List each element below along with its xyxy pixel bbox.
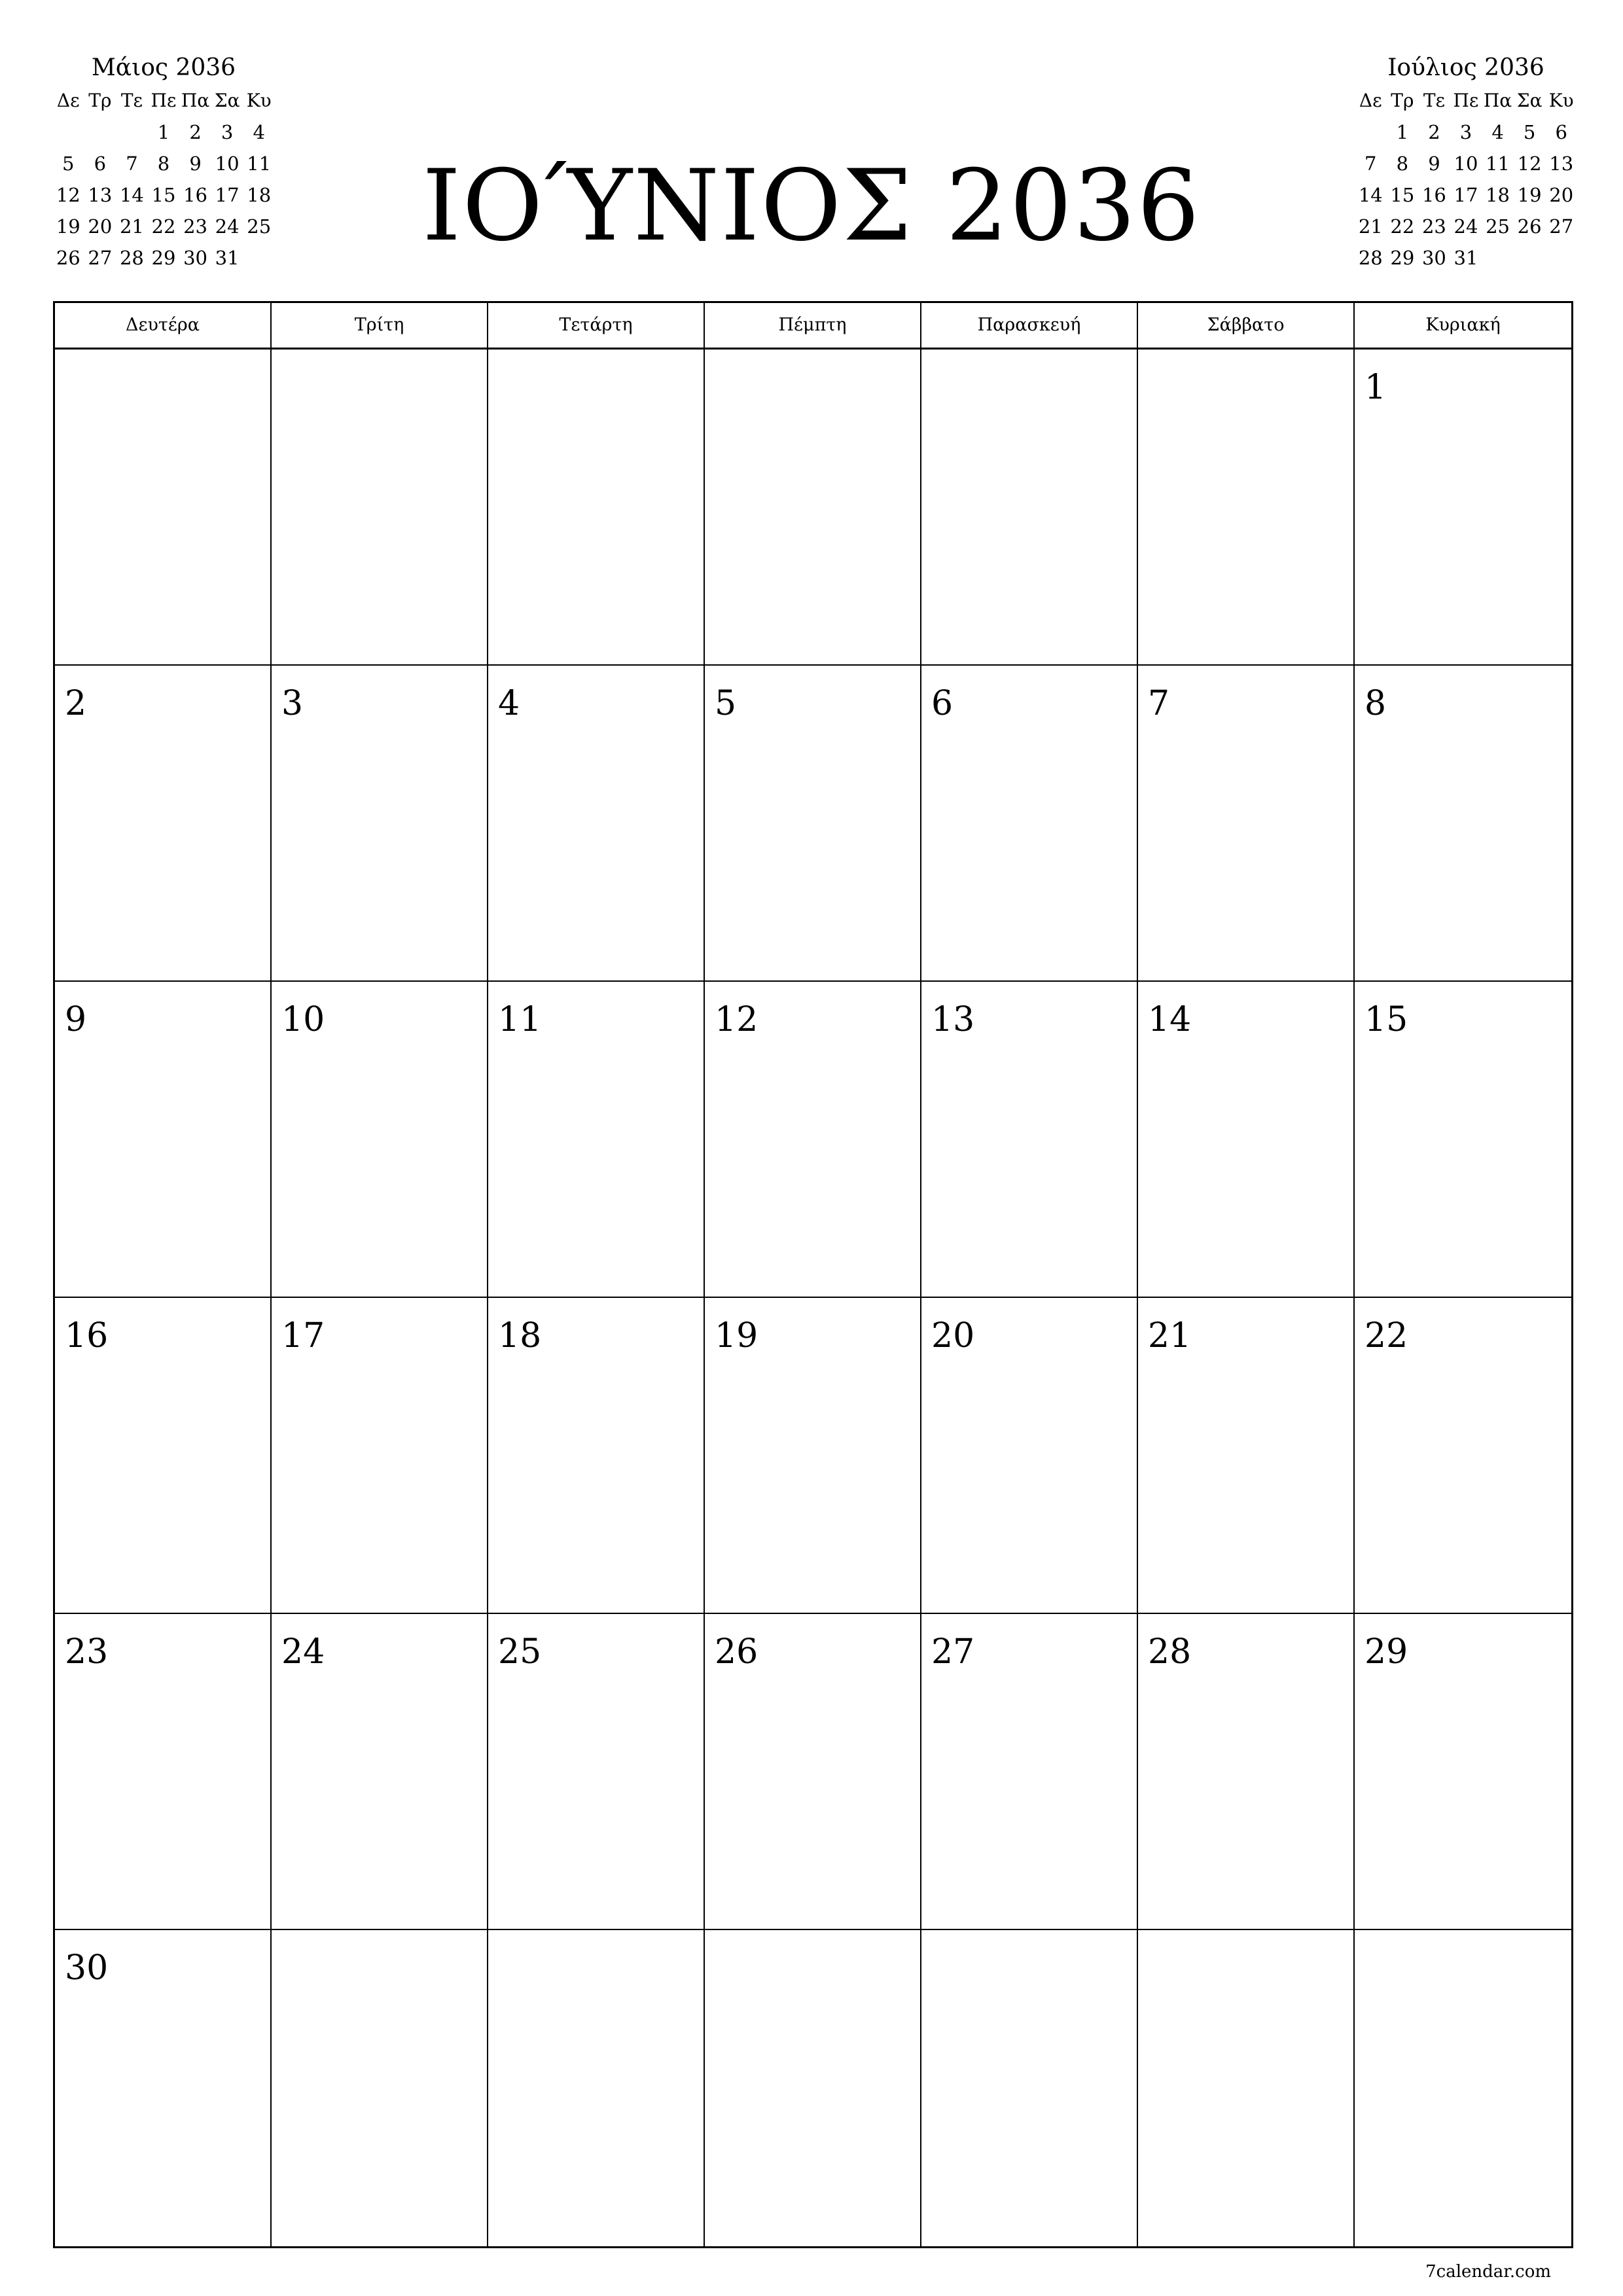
day-cell: [55, 1930, 272, 2246]
day-cell: [488, 982, 705, 1298]
day-number: 14: [1148, 1000, 1192, 1039]
mini-day: 17: [215, 184, 240, 206]
mini-day: 31: [1454, 247, 1478, 269]
mini-day: 6: [94, 152, 107, 175]
day-number: 7: [1148, 684, 1170, 723]
footer-site-name: 7calendar.com: [1425, 2262, 1551, 2282]
mini-day: 26: [1517, 215, 1542, 238]
day-number: 18: [498, 1316, 542, 1355]
day-cell: [705, 350, 921, 666]
day-cell: [488, 666, 705, 982]
mini-weekday-label: Σα: [214, 90, 240, 111]
day-cell: [55, 1298, 272, 1614]
mini-day: 9: [1428, 152, 1440, 175]
day-cell: [55, 350, 272, 666]
day-number: 6: [931, 684, 954, 723]
mini-day: 3: [221, 121, 234, 143]
mini-day: 26: [56, 247, 80, 269]
day-cell: [1355, 350, 1571, 666]
day-number: 19: [715, 1316, 758, 1355]
day-cell: [921, 982, 1138, 1298]
mini-day: 23: [183, 215, 208, 238]
mini-day: 9: [189, 152, 202, 175]
mini-day: 18: [1486, 184, 1510, 206]
day-number: 21: [1148, 1316, 1192, 1355]
day-number: 5: [715, 684, 737, 723]
day-cell: [921, 666, 1138, 982]
day-cell: [55, 982, 272, 1298]
mini-day: 4: [1491, 121, 1504, 143]
day-number: 25: [498, 1632, 542, 1672]
mini-day: 22: [1390, 215, 1415, 238]
day-cell: [1138, 1930, 1355, 2246]
mini-day: 10: [215, 152, 240, 175]
mini-day: 18: [247, 184, 272, 206]
mini-day: 30: [183, 247, 208, 269]
mini-day: 30: [1421, 247, 1446, 269]
mini-day: 1: [1396, 121, 1409, 143]
day-cell: [1355, 1298, 1571, 1614]
mini-day: 14: [119, 184, 144, 206]
day-number: 9: [65, 1000, 87, 1039]
day-cell: [272, 666, 488, 982]
day-cell: [488, 1930, 705, 2246]
day-cell: [488, 350, 705, 666]
day-cell: [1138, 350, 1355, 666]
mini-weekday-label: Δε: [56, 90, 80, 111]
month-calendar-grid: [53, 301, 1573, 2248]
day-cell: [705, 666, 921, 982]
day-cell: [1355, 666, 1571, 982]
mini-day: [1514, 242, 1546, 274]
mini-day: 8: [1396, 152, 1409, 175]
mini-day: 13: [88, 184, 113, 206]
mini-day: 13: [1549, 152, 1574, 175]
mini-day: 19: [1517, 184, 1542, 206]
mini-day: 24: [215, 215, 240, 238]
weekday-header: Κυριακή: [1425, 315, 1501, 335]
mini-day: 22: [151, 215, 176, 238]
day-cell: [272, 1614, 488, 1930]
weekday-header: Σάββατο: [1138, 303, 1355, 348]
mini-calendar-next-month: [1355, 51, 1577, 274]
mini-day: 15: [1390, 184, 1415, 206]
mini-day: 31: [215, 247, 240, 269]
mini-day: 11: [247, 152, 272, 175]
mini-day: 20: [1549, 184, 1574, 206]
mini-day: 17: [1454, 184, 1478, 206]
day-cell: [921, 350, 1138, 666]
mini-day: [1482, 242, 1514, 274]
day-cell: [1138, 1298, 1355, 1614]
mini-calendar-grid: [1355, 85, 1577, 274]
day-cell: [921, 1930, 1138, 2246]
day-number: 15: [1364, 1000, 1408, 1039]
mini-day: 21: [1358, 215, 1383, 238]
day-cell: [272, 350, 488, 666]
day-cell: [55, 666, 272, 982]
mini-day: 11: [1486, 152, 1510, 175]
day-cell: [272, 1930, 488, 2246]
mini-day: 2: [189, 121, 202, 143]
mini-day: 25: [1486, 215, 1510, 238]
day-cell: [488, 1298, 705, 1614]
day-cell: [1355, 982, 1571, 1298]
day-cell: [921, 1614, 1138, 1930]
mini-day: 5: [1523, 121, 1536, 143]
day-number: 28: [1148, 1632, 1192, 1672]
day-number: 23: [65, 1632, 109, 1672]
weekday-header: Τετάρτη: [488, 303, 705, 348]
day-cell: [1138, 1614, 1355, 1930]
day-number: 1: [1364, 368, 1387, 407]
mini-weekday-label: Πα: [181, 90, 210, 111]
mini-day: 10: [1454, 152, 1478, 175]
day-cell: [1355, 1930, 1571, 2246]
day-number: 29: [1364, 1632, 1408, 1672]
mini-weekday-label: Κυ: [1548, 90, 1574, 111]
day-cell: [272, 1298, 488, 1614]
day-number: 17: [281, 1316, 325, 1355]
mini-weekday-label: Πε: [1453, 90, 1479, 111]
mini-day: 27: [1549, 215, 1574, 238]
mini-day: [1545, 242, 1577, 274]
mini-day: 1: [157, 121, 170, 143]
day-cell: [921, 1298, 1138, 1614]
day-cell: [1138, 666, 1355, 982]
mini-day: [84, 117, 116, 148]
mini-day: 16: [183, 184, 208, 206]
day-cell: [1138, 982, 1355, 1298]
mini-day: 3: [1459, 121, 1472, 143]
mini-day: 5: [62, 152, 75, 175]
day-cell: [55, 1614, 272, 1930]
weekday-header: Τρίτη: [272, 303, 488, 348]
mini-day: 20: [88, 215, 113, 238]
mini-weekday-label: Πα: [1483, 90, 1512, 111]
mini-weekday-label: Τε: [120, 90, 143, 111]
mini-day: 14: [1358, 184, 1383, 206]
mini-day: 7: [1364, 152, 1377, 175]
day-number: 10: [281, 1000, 325, 1039]
day-number: 24: [281, 1632, 325, 1672]
mini-weekday-label: Τρ: [88, 90, 112, 111]
day-cell: [272, 982, 488, 1298]
mini-day: 8: [157, 152, 170, 175]
mini-day: 29: [1390, 247, 1415, 269]
day-number: 11: [498, 1000, 542, 1039]
day-number: 30: [65, 1948, 109, 1988]
day-number: 4: [498, 684, 520, 723]
mini-day: 19: [56, 215, 80, 238]
mini-weekday-label: Σα: [1516, 90, 1543, 111]
mini-weekday-label: Δε: [1359, 90, 1382, 111]
mini-day: 16: [1421, 184, 1446, 206]
day-cell: [705, 982, 921, 1298]
mini-day: 25: [247, 215, 272, 238]
day-number: 27: [931, 1632, 975, 1672]
mini-day: 28: [1358, 247, 1383, 269]
mini-calendar-title: Ιούλιος 2036: [1387, 54, 1544, 81]
mini-weekday-label: Κυ: [246, 90, 272, 111]
mini-day: 12: [1517, 152, 1542, 175]
mini-day: 28: [119, 247, 144, 269]
day-number: 12: [715, 1000, 758, 1039]
day-cell: [705, 1614, 921, 1930]
weekday-header: Πέμπτη: [705, 303, 921, 348]
mini-day: 7: [126, 152, 138, 175]
mini-day: [52, 117, 84, 148]
mini-day: 15: [151, 184, 176, 206]
day-cell: [488, 1614, 705, 1930]
calendar-weeks: [55, 350, 1571, 2246]
mini-day: [1355, 117, 1387, 148]
weekday-header: Παρασκευή: [921, 303, 1138, 348]
mini-day: 24: [1454, 215, 1478, 238]
mini-day: 6: [1555, 121, 1567, 143]
day-number: 22: [1364, 1316, 1408, 1355]
day-number: 20: [931, 1316, 975, 1355]
day-number: 26: [715, 1632, 758, 1672]
day-cell: [1355, 1614, 1571, 1930]
mini-day: 23: [1421, 215, 1446, 238]
mini-day: 4: [253, 121, 265, 143]
page-title: ΙΟΎΝΙΟΣ 2036: [422, 149, 1201, 263]
mini-weekday-label: Τρ: [1391, 90, 1414, 111]
mini-day: [116, 117, 148, 148]
mini-day: 29: [151, 247, 176, 269]
mini-weekday-label: Τε: [1423, 90, 1446, 111]
day-number: 16: [65, 1316, 109, 1355]
day-number: 3: [281, 684, 304, 723]
mini-day: 21: [119, 215, 144, 238]
day-cell: [705, 1298, 921, 1614]
day-number: 13: [931, 1000, 975, 1039]
mini-day: 12: [56, 184, 80, 206]
weekday-header-row: [55, 303, 1571, 350]
mini-day: 27: [88, 247, 113, 269]
mini-calendar-title: Μάιος 2036: [91, 54, 236, 81]
weekday-header: Δευτέρα: [55, 303, 272, 348]
day-cell: [705, 1930, 921, 2246]
mini-weekday-label: Πε: [151, 90, 177, 111]
day-number: 8: [1364, 684, 1387, 723]
mini-day: 2: [1428, 121, 1440, 143]
day-number: 2: [65, 684, 87, 723]
